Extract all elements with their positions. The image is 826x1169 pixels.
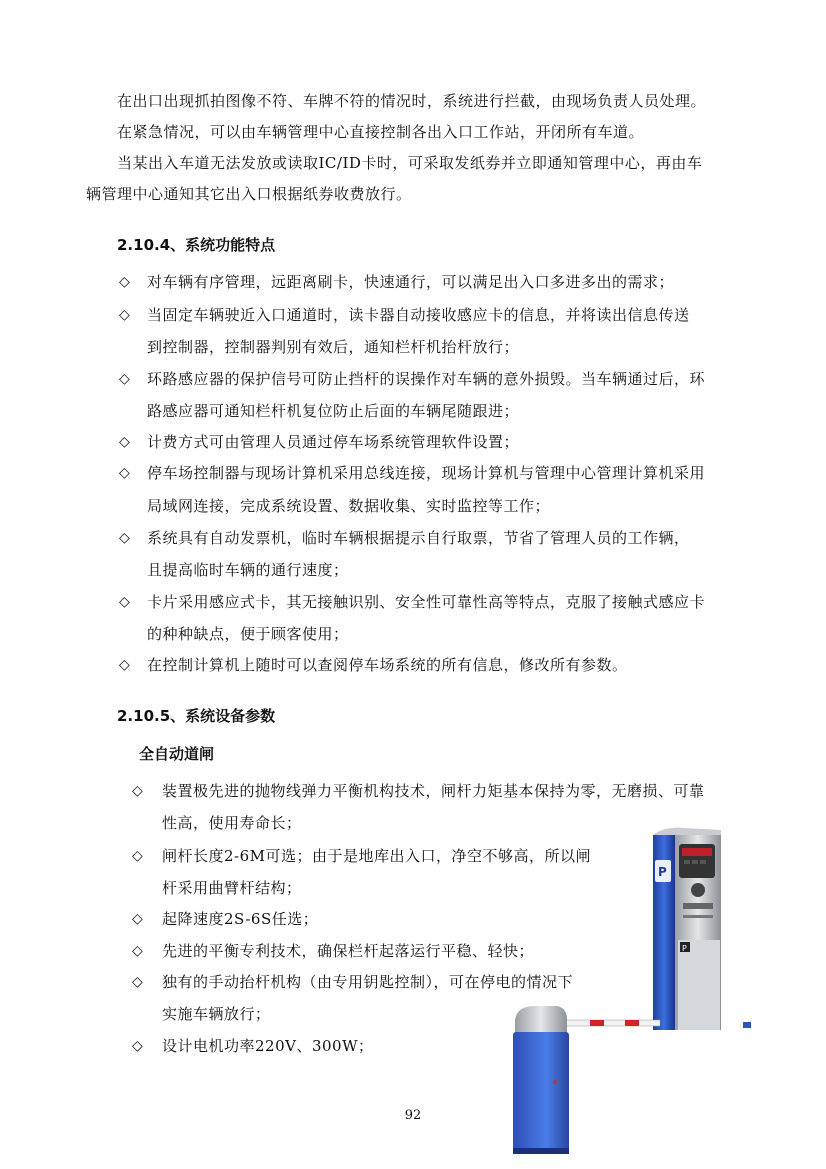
equip-item-2-line-1: 闸杆长度2-6M可选；由于是地库出入口，净空不够高，所以闸 xyxy=(162,847,592,865)
barrier-arm xyxy=(565,1020,660,1026)
feature-item-2-line-1: 当固定车辆驶近入口通道时，读卡器自动接收感应卡的信息，并将读出信息传送 xyxy=(147,306,690,324)
equip-item-1-line-1: 装置极先进的抛物线弹力平衡机构技术，闸杆力矩基本保持为零，无磨损、可靠 xyxy=(162,782,705,800)
diamond-bullet-icon: ◇ xyxy=(132,974,143,990)
diamond-bullet-icon: ◇ xyxy=(132,1038,143,1054)
equip-item-4-line-1: 先进的平衡专利技术，确保栏杆起落运行平稳、轻快； xyxy=(162,942,535,960)
equip-item-2-line-2: 杆采用曲臂杆结构； xyxy=(162,879,302,897)
intro-line-1: 在出口出现抓拍图像不符、车牌不符的情况时，系统进行拦截，由现场负责人员处理。 xyxy=(117,92,707,110)
ticket-kiosk xyxy=(653,828,751,1030)
page-number: 92 xyxy=(404,1108,422,1123)
diamond-bullet-icon: ◇ xyxy=(119,594,130,610)
equip-item-3-line-1: 起降速度2S-6S任选； xyxy=(162,910,319,928)
feature-item-5-line-2: 局域网连接，完成系统设置、数据收集、实时监控等工作； xyxy=(147,497,551,515)
feature-item-8-line-1: 在控制计算机上随时可以查阅停车场系统的所有信息，修改所有参数。 xyxy=(147,656,628,674)
section-heading-equipment: 2.10.5、系统设备参数 xyxy=(117,707,276,725)
intro-line-2: 在紧急情况，可以由车辆管理中心直接控制各出入口工作站，开闭所有车道。 xyxy=(117,123,645,141)
kiosk-logo-text: P xyxy=(658,865,667,879)
equip-item-6-line-1: 设计电机功率220V、300W； xyxy=(162,1037,374,1055)
feature-item-3-line-2: 路感应器可通知栏杆机复位防止后面的车辆尾随跟进； xyxy=(147,402,520,420)
feature-item-7-line-1: 卡片采用感应式卡，其无接触识别、安全性可靠性高等特点，克服了接触式感应卡 xyxy=(147,593,706,611)
equip-item-1-line-2: 性高，使用寿命长； xyxy=(162,814,302,832)
feature-item-5-line-1: 停车场控制器与现场计算机采用总线连接，现场计算机与管理中心管理计算机采用 xyxy=(147,464,706,482)
diamond-bullet-icon: ◇ xyxy=(119,274,130,290)
feature-item-6-line-1: 系统具有自动发票机，临时车辆根据提示自行取票，节省了管理人员的工作辆， xyxy=(147,529,690,547)
section-heading-features: 2.10.4、系统功能特点 xyxy=(117,236,276,254)
diamond-bullet-icon: ◇ xyxy=(119,530,130,546)
diamond-bullet-icon: ◇ xyxy=(132,943,143,959)
barrier-gate xyxy=(513,1006,569,1154)
feature-item-7-line-2: 的种种缺点，便于顾客使用； xyxy=(147,625,349,643)
diamond-bullet-icon: ◇ xyxy=(119,657,130,673)
feature-item-3-line-1: 环路感应器的保护信号可防止挡杆的误操作对车辆的意外损毁。当车辆通过后，环 xyxy=(147,370,706,388)
diamond-bullet-icon: ◇ xyxy=(119,434,130,450)
feature-item-4-line-1: 计费方式可由管理人员通过停车场系统管理软件设置； xyxy=(147,433,520,451)
kiosk-badge-text: P xyxy=(682,944,687,953)
diamond-bullet-icon: ◇ xyxy=(132,783,143,799)
intro-line-4: 辆管理中心通知其它出入口根据纸券收费放行。 xyxy=(86,185,412,203)
diamond-bullet-icon: ◇ xyxy=(119,465,130,481)
equip-item-5-line-2: 实施车辆放行； xyxy=(162,1005,271,1023)
diamond-bullet-icon: ◇ xyxy=(132,911,143,927)
equip-item-5-line-1: 独有的手动抬杆机构（由专用钥匙控制），可在停电的情况下 xyxy=(162,973,574,991)
diamond-bullet-icon: ◇ xyxy=(132,848,143,864)
feature-item-6-line-2: 且提高临时车辆的通行速度； xyxy=(147,561,349,579)
diamond-bullet-icon: ◇ xyxy=(119,307,130,323)
diamond-bullet-icon: ◇ xyxy=(119,371,130,387)
intro-line-3: 当某出入车道无法发放或读取IC/ID卡时，可采取发纸券并立即通知管理中心，再由车 xyxy=(117,154,703,172)
feature-item-2-line-2: 到控制器，控制器判别有效后，通知栏杆机抬杆放行； xyxy=(147,338,520,356)
subheading-barrier-gate: 全自动道闸 xyxy=(139,745,215,763)
feature-item-1-line-1: 对车辆有序管理，远距离刷卡，快速通行，可以满足出入口多进多出的需求； xyxy=(147,273,675,291)
